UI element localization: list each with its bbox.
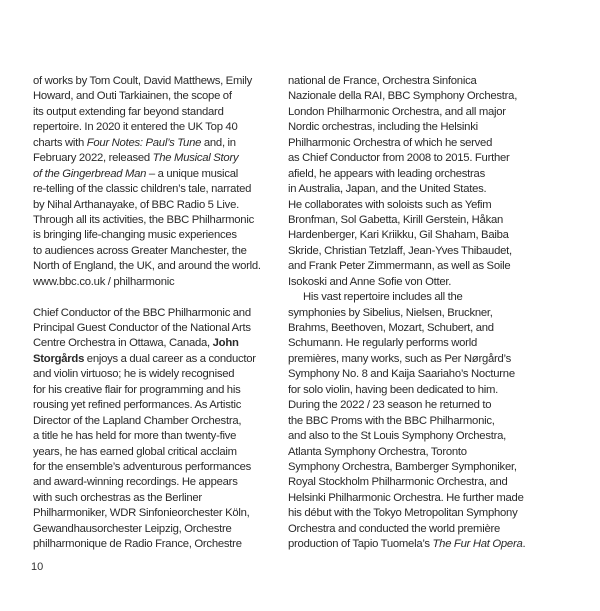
text-line (288, 414, 548, 429)
text-line (33, 89, 283, 104)
text-line (288, 537, 548, 552)
text-line (288, 475, 548, 490)
text-line (33, 475, 283, 490)
bold-name: Storgårds (33, 352, 85, 365)
text-run: During the 2022 / 23 season he returned to (288, 399, 492, 412)
text-run: . (522, 538, 526, 551)
text-line (33, 105, 283, 120)
text-line (288, 522, 548, 537)
text-line (288, 259, 548, 274)
text-run: its output extending far beyond standard (33, 105, 224, 118)
text-run: Centre Orchestra in Ottawa, Canada, (33, 337, 213, 350)
text-line (288, 306, 548, 321)
right-column (288, 74, 548, 553)
text-line (33, 522, 283, 537)
text-run: and Frank Peter Zimmermann, as well as Soile (288, 260, 511, 273)
text-run: and award-winning recordings. He appears (33, 476, 238, 489)
text-line (288, 244, 548, 259)
text-run: Skride, Christian Tetzlaff, Jean-Yves Thibaudet, (288, 244, 512, 257)
text-line (288, 167, 548, 182)
text-line (288, 506, 548, 521)
text-run: Symphony Orchestra, Bamberger Symphoniker, (288, 460, 517, 473)
text-line (33, 151, 283, 166)
text-line (288, 151, 548, 166)
italic-title: The Fur Hat Opera (432, 538, 523, 551)
text-run: for the ensemble’s adventurous performances (33, 460, 252, 473)
text-run: Brahms, Beethoven, Mozart, Schubert, and (288, 322, 494, 334)
paragraph-break (33, 290, 283, 305)
text-run: and, in (201, 136, 236, 149)
text-line (33, 244, 283, 259)
text-line (288, 445, 548, 460)
text-line (288, 367, 548, 382)
text-line (33, 198, 283, 213)
text-run: Helsinki Philharmonic Orchestra. He further made (288, 491, 524, 504)
text-run: charts with (33, 136, 87, 149)
text-run: Royal Stockholm Philharmonic Orchestra, and (288, 476, 508, 489)
text-line (33, 120, 283, 135)
text-line (33, 275, 283, 290)
text-line (33, 306, 283, 321)
text-line (288, 213, 548, 228)
text-line (288, 352, 548, 367)
text-run: philharmonique de Radio France, Orchestre (33, 538, 242, 551)
text-run: Atlanta Symphony Orchestra, Toronto (288, 445, 467, 458)
text-run: Nazionale della RAI, BBC Symphony Orchestra, (288, 90, 518, 103)
text-line (33, 336, 283, 351)
text-run: Hardenberger, Kari Kriikku, Gil Shaham, Baiba (288, 229, 509, 242)
text-run: the BBC Proms with the BBC Philharmonic, (288, 414, 495, 427)
italic-title: Four Notes: Paul’s Tune (86, 136, 202, 149)
text-run: His vast repertoire includes all the (303, 291, 463, 304)
text-run: re-telling of the classic children’s tale, narrated (33, 183, 252, 196)
text-run: Schumann. He regularly performs world (288, 337, 477, 350)
text-line (33, 259, 283, 274)
text-run: to audiences across Greater Manchester, the (33, 244, 247, 257)
text-run: years, he has earned global critical acclaim (33, 445, 237, 458)
text-run: is bringing life-changing music experiences (33, 229, 237, 242)
text-line (33, 228, 283, 243)
text-line (288, 198, 548, 213)
text-run: in Australia, Japan, and the United States. (288, 183, 487, 196)
text-line (288, 136, 548, 151)
text-run: www.bbc.co.uk / philharmonic (33, 275, 175, 288)
text-run: Principal Guest Conductor of the National Arts (33, 322, 251, 334)
text-line (33, 537, 283, 552)
text-run: and violin virtuoso; he is widely recognised (33, 368, 235, 381)
text-line (33, 491, 283, 506)
left-column (33, 74, 283, 553)
text-run: Isokoski and Anne Sofie von Otter. (288, 275, 452, 288)
text-line (288, 429, 548, 444)
text-line (33, 352, 283, 367)
text-run: with such orchestras as the Berliner (33, 491, 202, 504)
text-run: February 2022, released (33, 152, 153, 165)
italic-title: The Musical Story (152, 152, 239, 165)
text-line (288, 321, 548, 336)
text-line (33, 74, 283, 89)
text-line (33, 445, 283, 460)
text-run: Bronfman, Sol Gabetta, Kirill Gerstein, Håkan (288, 213, 504, 226)
text-line (33, 429, 283, 444)
text-run: repertoire. In 2020 it entered the UK Top 40 (33, 121, 238, 134)
text-run: by Nihal Arthanayake, of BBC Radio 5 Live. (33, 198, 240, 211)
text-line (33, 367, 283, 382)
text-line (33, 398, 283, 413)
text-run: Philharmoniker, WDR Sinfonieorchester Köln, (33, 507, 250, 520)
text-run: national de France, Orchestra Sinfonica (288, 75, 477, 87)
text-line (33, 506, 283, 521)
text-run: symphonies by Sibelius, Nielsen, Bruckner, (288, 306, 493, 319)
text-line (288, 491, 548, 506)
text-run: afield, he appears with leading orchestras (288, 167, 485, 180)
text-run: Symphony No. 8 and Kaija Saariaho’s Nocturne (288, 368, 515, 381)
text-line (288, 120, 548, 135)
text-run: He collaborates with soloists such as Yefim (288, 198, 492, 211)
text-run: North of England, the UK, and around the world. (33, 260, 261, 273)
text-line (288, 105, 548, 120)
text-run: production of Tapio Tuomela’s (288, 538, 433, 551)
text-run: enjoys a dual career as a conductor (84, 352, 256, 365)
text-run: Howard, and Outi Tarkiainen, the scope of (33, 90, 232, 103)
text-line (33, 182, 283, 197)
text-line (288, 398, 548, 413)
text-line (33, 460, 283, 475)
text-run: Chief Conductor of the BBC Philharmonic and (33, 306, 251, 319)
text-run: for solo violin, having been dedicated to him. (288, 383, 499, 396)
text-line (288, 228, 548, 243)
text-run: Through all its activities, the BBC Philharmonic (33, 213, 254, 226)
text-line (288, 74, 548, 89)
text-line (288, 336, 548, 351)
text-line (33, 136, 283, 151)
text-line (288, 290, 548, 305)
text-run: premières, many works, such as Per Nørgård’s (288, 352, 512, 365)
text-run: for his creative flair for programming and his (33, 383, 241, 396)
text-run: Gewandhausorchester Leipzig, Orchestre (33, 522, 232, 535)
italic-title: of the Gingerbread Man (33, 167, 147, 180)
bold-name: John (212, 337, 239, 350)
text-run: and also to the St Louis Symphony Orchestra, (288, 430, 507, 443)
text-run: as Chief Conductor from 2008 to 2015. Further (288, 152, 510, 165)
text-run: – a unique musical (146, 167, 239, 180)
text-run: his début with the Tokyo Metropolitan Symphony (288, 507, 518, 520)
text-run: a title he has held for more than twenty-five (33, 430, 237, 443)
text-line (33, 414, 283, 429)
text-run: Nordic orchestras, including the Helsinki (288, 121, 478, 134)
text-line (33, 213, 283, 228)
text-run: Philharmonic Orchestra of which he served (288, 136, 493, 149)
text-line (288, 275, 548, 290)
text-line (33, 383, 283, 398)
text-run: Director of the Lapland Chamber Orchestra, (33, 414, 242, 427)
text-line (288, 460, 548, 475)
text-run: of works by Tom Coult, David Matthews, Emily (33, 75, 253, 87)
text-line (33, 321, 283, 336)
text-line (288, 383, 548, 398)
text-run: London Philharmonic Orchestra, and all major (288, 105, 506, 118)
text-line (288, 182, 548, 197)
text-line (33, 167, 283, 182)
page-number: 10 (31, 561, 44, 573)
text-line (288, 89, 548, 104)
text-run: Orchestra and conducted the world première (288, 522, 501, 535)
text-run: rousing yet refined performances. As Artistic (33, 399, 242, 412)
